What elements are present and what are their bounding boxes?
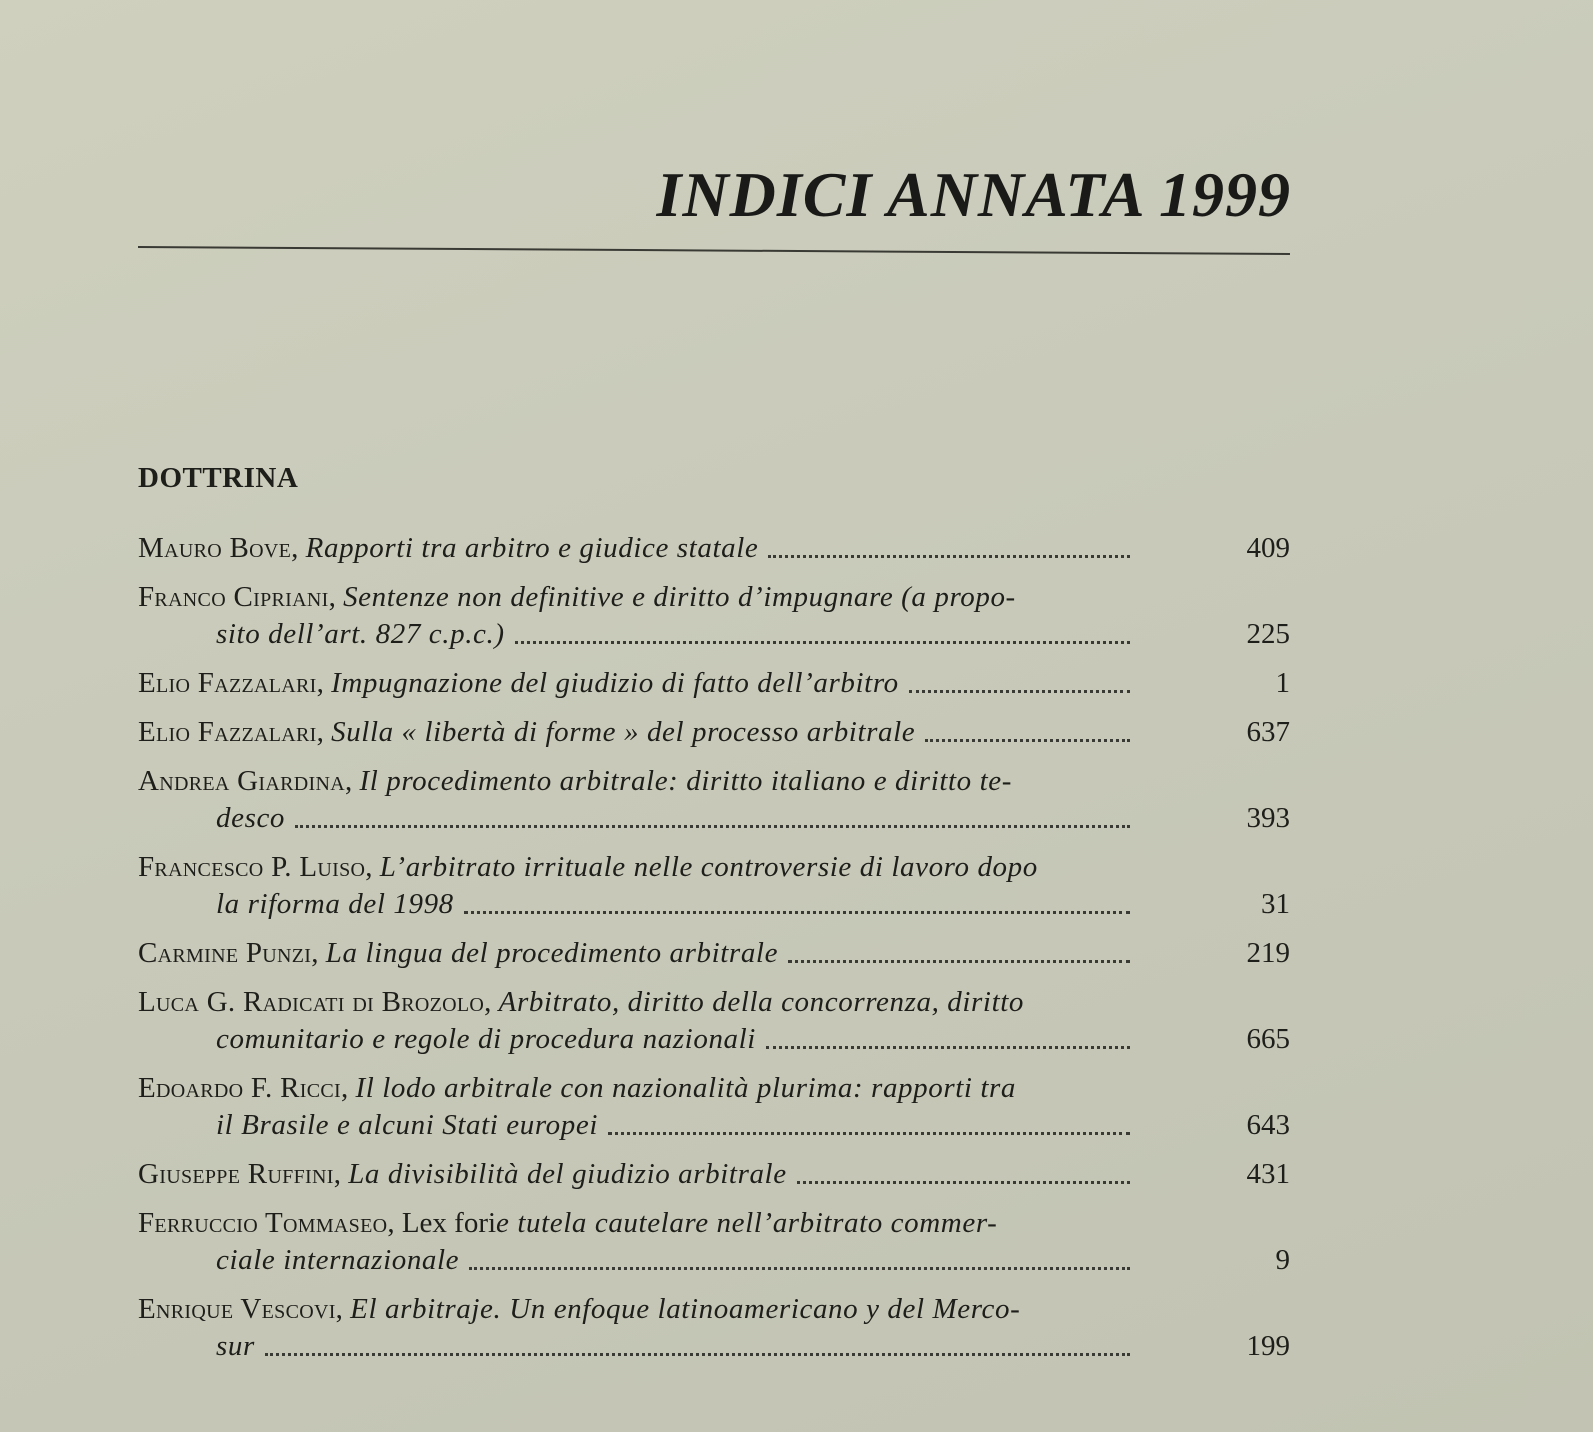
section-heading: DOTTRINA bbox=[138, 462, 299, 494]
entry-separator: , bbox=[328, 581, 344, 613]
table-of-contents bbox=[138, 530, 1290, 1377]
toc-entry-line bbox=[138, 1107, 1290, 1144]
entry-separator: , bbox=[291, 532, 306, 564]
entry-page-number: 9 bbox=[1275, 1244, 1290, 1276]
entry-separator: , bbox=[335, 1293, 351, 1325]
entry-page-number: 31 bbox=[1261, 888, 1290, 920]
entry-title: La divisibilità del giudizio arbitrale bbox=[348, 1158, 787, 1190]
dot-leader bbox=[265, 1352, 1130, 1356]
page-title: INDICI ANNATA 1999 bbox=[656, 159, 1291, 230]
toc-entry-line bbox=[138, 935, 1290, 972]
toc-entry-line bbox=[138, 886, 1290, 923]
entry-title: Il lodo arbitrale con nazionalità plurima: rapporti tra bbox=[355, 1072, 1017, 1104]
entry-title: El arbitraje. Un enfoque latinoamericano y del Merco- bbox=[350, 1293, 1021, 1325]
entry-title: Il procedimento arbitrale: diritto italiano e diritto te- bbox=[359, 765, 1012, 797]
dot-leader bbox=[788, 959, 1130, 963]
entry-page-number: 393 bbox=[1246, 802, 1290, 834]
entry-page-number: 409 bbox=[1246, 532, 1290, 564]
toc-entry bbox=[138, 530, 1290, 567]
toc-entry-line bbox=[138, 616, 1290, 653]
dot-leader bbox=[909, 689, 1130, 693]
toc-entry-line bbox=[138, 530, 1290, 567]
entry-title: e tutela cautelare nell’arbitrato commer- bbox=[496, 1207, 998, 1239]
entry-author: Francesco P. Luiso bbox=[138, 851, 366, 883]
entry-title: desco bbox=[216, 802, 286, 834]
dot-leader bbox=[469, 1266, 1130, 1270]
entry-page-number: 219 bbox=[1246, 937, 1290, 969]
entry-title: Sentenze non definitive e diritto d’impugnare (a propo- bbox=[343, 581, 1016, 613]
toc-entry bbox=[138, 984, 1290, 1058]
dot-leader bbox=[608, 1131, 1130, 1135]
entry-title: Rapporti tra arbitro e giudice statale bbox=[305, 532, 759, 564]
toc-entry bbox=[138, 665, 1290, 702]
toc-entry-line bbox=[138, 665, 1290, 702]
toc-entry bbox=[138, 1205, 1290, 1279]
entry-author: Carmine Punzi bbox=[138, 937, 312, 969]
toc-entry bbox=[138, 1156, 1290, 1193]
entry-author: Edoardo F. Ricci bbox=[138, 1072, 341, 1104]
dot-leader bbox=[515, 640, 1130, 644]
entry-author: Ferruccio Tommaseo bbox=[138, 1207, 388, 1239]
toc-entry-line bbox=[138, 1291, 1290, 1328]
entry-title: la riforma del 1998 bbox=[216, 888, 454, 920]
entry-author: Elio Fazzalari bbox=[138, 716, 317, 748]
toc-entry-line bbox=[138, 1205, 1290, 1242]
entry-title: L’arbitrato irrituale nelle controversie di lavoro dopo bbox=[379, 851, 1038, 883]
toc-entry-line bbox=[138, 763, 1290, 800]
dot-leader bbox=[295, 824, 1130, 828]
entry-separator: , bbox=[387, 1207, 402, 1239]
entry-separator: , bbox=[311, 937, 326, 969]
entry-title: Arbitrato, diritto della concorrenza, diritto bbox=[498, 986, 1024, 1018]
entry-title: ciale internazionale bbox=[216, 1244, 460, 1276]
toc-entry bbox=[138, 935, 1290, 972]
entry-title: sito dell’art. 827 c.p.c.) bbox=[216, 618, 505, 650]
entry-separator: , bbox=[484, 986, 499, 1018]
entry-title: il Brasile e alcuni Stati europei bbox=[216, 1109, 598, 1141]
toc-entry bbox=[138, 849, 1290, 923]
dot-leader bbox=[464, 910, 1130, 914]
entry-page-number: 199 bbox=[1246, 1330, 1290, 1362]
dot-leader bbox=[797, 1180, 1130, 1184]
entry-separator: , bbox=[316, 716, 332, 748]
dot-leader bbox=[768, 554, 1130, 558]
entry-separator: , bbox=[340, 1072, 356, 1104]
entry-page-number: 643 bbox=[1246, 1109, 1290, 1141]
entry-author: Mauro Bove bbox=[138, 532, 292, 564]
toc-entry-line bbox=[138, 1070, 1290, 1107]
entry-author: Enrique Vescovi bbox=[138, 1293, 336, 1325]
toc-entry-line bbox=[138, 579, 1290, 616]
toc-entry bbox=[138, 714, 1290, 751]
entry-page-number: 1 bbox=[1275, 667, 1290, 699]
entry-separator: , bbox=[365, 851, 380, 883]
toc-entry-line bbox=[138, 1242, 1290, 1279]
entry-page-number: 225 bbox=[1246, 618, 1290, 650]
entry-author: Elio Fazzalari bbox=[138, 667, 317, 699]
toc-entry-line bbox=[138, 984, 1290, 1021]
toc-entry-line bbox=[138, 1328, 1290, 1365]
title-rule bbox=[138, 246, 1290, 255]
entry-separator: , bbox=[316, 667, 332, 699]
entry-title: Impugnazione del giudizio di fatto dell’arbitro bbox=[331, 667, 899, 699]
toc-entry bbox=[138, 763, 1290, 837]
entry-author: Luca G. Radicati di Brozolo bbox=[138, 986, 485, 1018]
toc-entry-line bbox=[138, 1156, 1290, 1193]
entry-author: Franco Cipriani bbox=[138, 581, 329, 613]
entry-author: Giuseppe Ruffini bbox=[138, 1158, 334, 1190]
entry-page-number: 665 bbox=[1246, 1023, 1290, 1055]
entry-page-number: 637 bbox=[1246, 716, 1290, 748]
toc-entry-line bbox=[138, 849, 1290, 886]
entry-title-roman: Lex fori bbox=[401, 1207, 497, 1239]
toc-entry bbox=[138, 1070, 1290, 1144]
dot-leader bbox=[766, 1045, 1130, 1049]
toc-entry bbox=[138, 1291, 1290, 1365]
entry-page-number: 431 bbox=[1246, 1158, 1290, 1190]
toc-entry-line bbox=[138, 714, 1290, 751]
entry-title: Sulla « libertà di forme » del processo arbitrale bbox=[331, 716, 916, 748]
entry-title: comunitario e regole di procedura nazionali bbox=[216, 1023, 756, 1055]
dot-leader bbox=[925, 738, 1130, 742]
entry-separator: , bbox=[333, 1158, 349, 1190]
toc-entry-line bbox=[138, 800, 1290, 837]
toc-entry-line bbox=[138, 1021, 1290, 1058]
entry-separator: , bbox=[344, 765, 360, 797]
entry-title: La lingua del procedimento arbitrale bbox=[325, 937, 779, 969]
entry-author: Andrea Giardina bbox=[138, 765, 345, 797]
entry-title: sur bbox=[216, 1330, 255, 1362]
toc-entry bbox=[138, 579, 1290, 653]
